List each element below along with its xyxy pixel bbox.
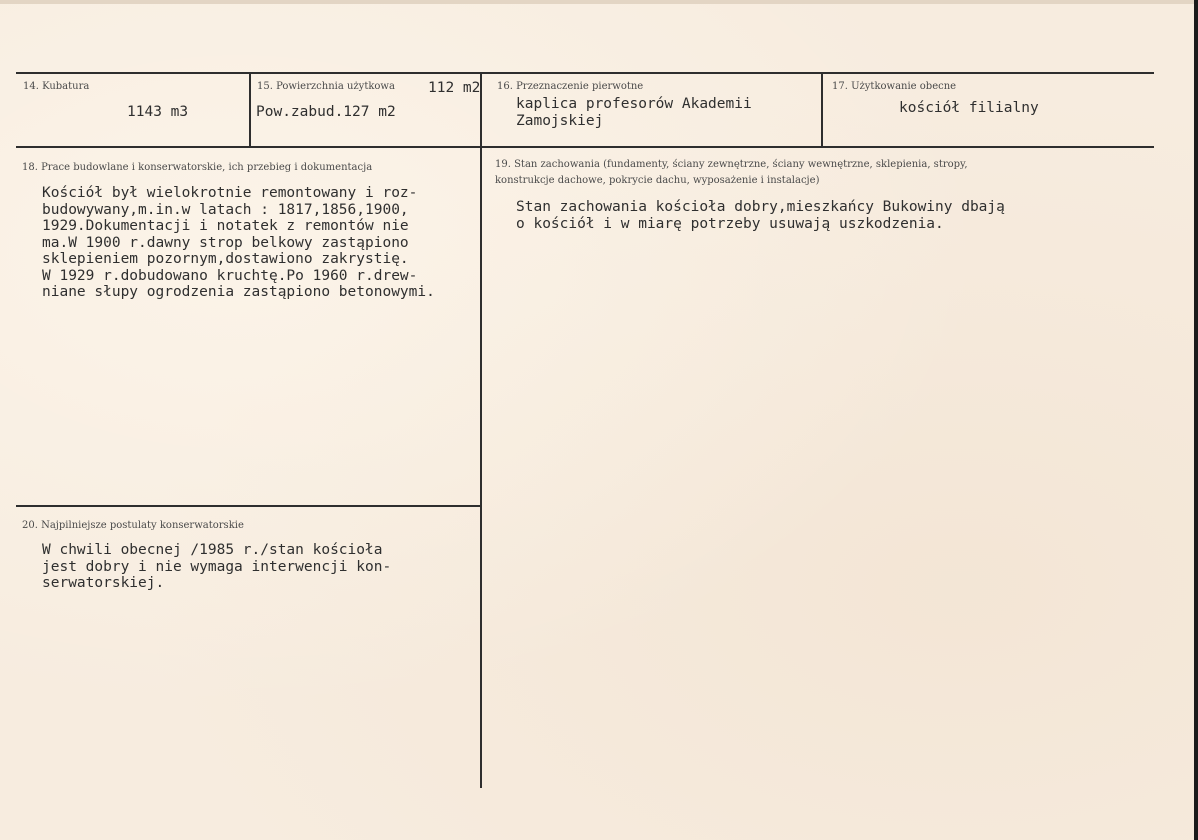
stan-text xyxy=(516,199,1005,232)
postulaty-line: W chwili obecnej /1985 r./stan kościoła xyxy=(42,542,383,558)
section-18-bottom-rule xyxy=(16,505,480,507)
card-top-edge xyxy=(0,0,1198,4)
row-divider xyxy=(16,146,1154,148)
powierzchnia-value: 112 m2 xyxy=(428,80,481,96)
postulaty-text xyxy=(42,542,391,592)
przeznaczenie-line: Zamojskiej xyxy=(516,112,604,129)
prace-line: ma.W 1900 r.dawny strop belkowy zastąpiono xyxy=(42,234,409,251)
stan-label-line: 19. Stan zachowania (fundamenty, ściany zewnętrzne, ściany wewnętrzne, sklepienia, stropy, xyxy=(495,159,968,170)
stan-line: o kościół i w miarę potrzeby usuwają uszkodzenia. xyxy=(516,215,944,232)
prace-line: Kościół był wielokrotnie remontowany i roz- xyxy=(42,185,418,201)
postulaty-line: jest dobry i nie wymaga interwencji kon- xyxy=(42,558,392,575)
prace-text xyxy=(42,185,435,301)
prace-line: W 1929 r.dobudowano kruchtę.Po 1960 r.drew- xyxy=(42,267,418,284)
column-divider-14-15 xyxy=(249,72,251,148)
przeznaczenie-label: 16. Przeznaczenie pierwotne xyxy=(497,81,644,92)
kubatura-label: 14. Kubatura xyxy=(23,81,90,92)
postulaty-label: 20. Najpilniejsze postulaty konserwatorskie xyxy=(22,520,244,531)
prace-line: 1929.Dokumentacji i notatek z remontów nie xyxy=(42,218,409,234)
powierzchnia-label: 15. Powierzchnia użytkowa xyxy=(257,81,395,92)
prace-line: budowywany,m.in.w latach : 1817,1856,1900, xyxy=(42,201,409,218)
top-rule xyxy=(16,72,1154,74)
powierzchnia-extra: Pow.zabud.127 m2 xyxy=(256,104,396,120)
column-divider-16-17 xyxy=(821,72,823,148)
uzytkowanie-label: 17. Użytkowanie obecne xyxy=(832,81,957,92)
stan-label xyxy=(495,157,968,189)
kubatura-value: 1143 m3 xyxy=(127,104,189,120)
stan-label-line: konstrukcje dachowe, pokrycie dachu, wyposażenie i instalacje) xyxy=(495,175,820,186)
prace-label: 18. Prace budowlane i konserwatorskie, ich przebieg i dokumentacja xyxy=(22,162,373,173)
przeznaczenie-line: kaplica profesorów Akademii xyxy=(516,96,752,112)
postulaty-line: serwatorskiej. xyxy=(42,575,165,591)
prace-line: sklepieniem pozornym,dostawiono zakrystię. xyxy=(42,251,409,267)
przeznaczenie-text xyxy=(516,96,752,129)
stan-line: Stan zachowania kościoła dobry,mieszkańcy Bukowiny dbają xyxy=(516,199,1005,215)
card-right-edge xyxy=(1194,0,1198,840)
prace-line: niane słupy ogrodzenia zastąpiono betonowymi. xyxy=(42,284,435,300)
column-divider-main xyxy=(480,72,482,788)
uzytkowanie-value: kościół filialny xyxy=(899,100,1039,116)
